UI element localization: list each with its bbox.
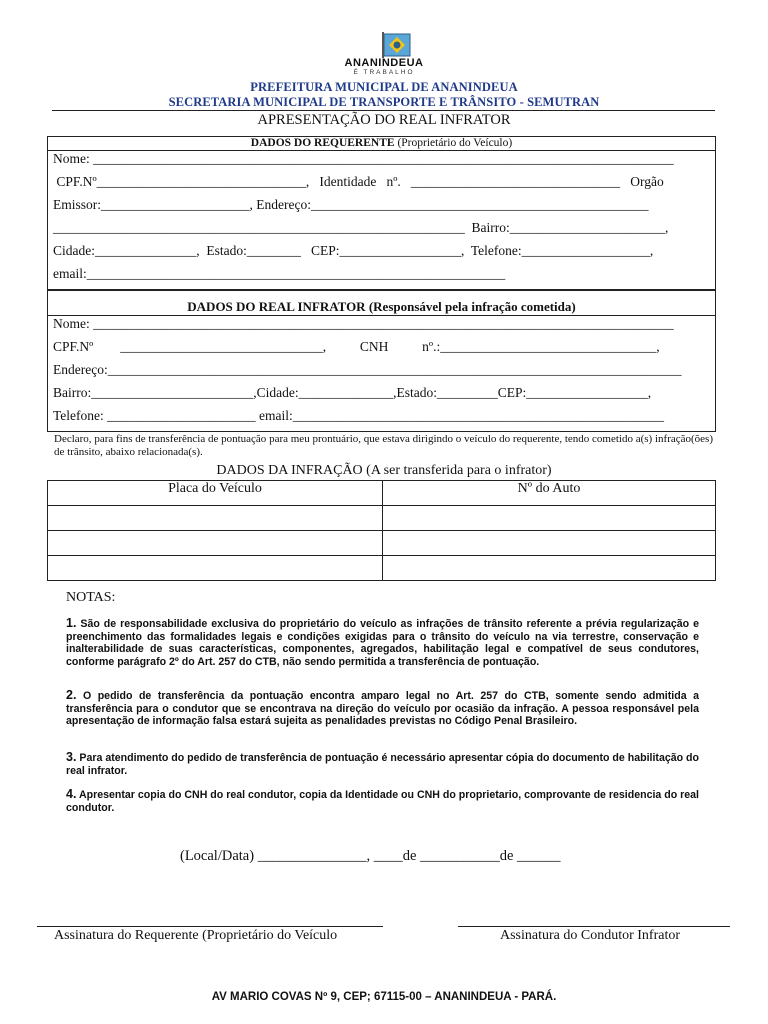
form-title: APRESENTAÇÃO DO REAL INFRATOR	[257, 112, 511, 128]
note-item-2: 2. O pedido de transferência da pontuação encontra amparo legal no Art. 257 do CTB, somente sendo admitida a transferência para o condutor que se encontrava na direção do veículo por ocasião da infração. A pessoa responsável pela apresentação de informação falsa estará sujeita as penalidades previstas no Código Penal Brasileiro.	[66, 688, 699, 728]
logo-slogan: É TRABALHO	[353, 69, 415, 76]
infrator-nome-field[interactable]: Nome: ______________________________________________________________________________________	[53, 316, 674, 331]
footer-address: AV MARIO COVAS Nº 9, CEP; 67115-00 – ANANINDEUA - PARÁ.	[211, 991, 557, 1003]
logo-name: ANANINDEUA	[344, 57, 424, 69]
table-header-row	[48, 481, 716, 506]
auto-input-cell[interactable]	[383, 556, 716, 581]
note-item-4: 4. Apresentar copia do CNH do real condutor, copia da Identidade ou CNH do proprietario, comprovante de residencia do real condutor.	[66, 787, 699, 814]
infrator-endereco-field[interactable]: Endereço:_____________________________________________________________________________________	[53, 362, 682, 377]
table-row	[48, 506, 716, 531]
requerente-bairro-field[interactable]: _____________________________________________________________ Bairro:_______________________,	[53, 220, 669, 235]
infrator-cpf-field[interactable]: CPF.Nº ______________________________, CNH nº.:________________________________,	[53, 339, 660, 354]
notes-heading: NOTAS:	[66, 590, 116, 605]
city-logo	[334, 30, 434, 78]
infrator-telefone-field[interactable]: Telefone: ______________________ email:_______________________________________________________	[53, 408, 665, 423]
auto-input-cell[interactable]	[383, 506, 716, 531]
signature-label-requerente: Assinatura do Requerente (Proprietário do Veículo	[54, 928, 338, 943]
header-rule	[52, 110, 715, 111]
column-header-placa: Placa do Veículo	[48, 481, 383, 506]
table-row	[48, 531, 716, 556]
header-line-2: SECRETARIA MUNICIPAL DE TRANSPORTE E TRÂNSITO - SEMUTRAN	[168, 95, 600, 109]
declaration-text: Declaro, para fins de transferência de pontuação para meu prontuário, que estava dirigindo o veículo do requerente, tendo cometido a(s) infração(ões) de trânsito, abaixo relacionada(s).	[54, 433, 713, 458]
infracao-title: DADOS DA INFRAÇÃO (A ser transferida para o infrator)	[216, 463, 552, 478]
requerente-nome-field[interactable]: Nome: ______________________________________________________________________________________	[53, 151, 674, 166]
placa-input-cell[interactable]	[48, 556, 383, 581]
header-line-1: PREFEITURA MUNICIPAL DE ANANINDEUA	[250, 80, 518, 94]
requerente-email-field[interactable]: email:______________________________________________________________	[53, 266, 506, 281]
placa-input-cell[interactable]	[48, 531, 383, 556]
requerente-cpf-field[interactable]: CPF.Nº_______________________________, Identidade nº. _______________________________ Orgão	[53, 174, 664, 189]
requerente-cidade-field[interactable]: Cidade:_______________, Estado:________ CEP:__________________, Telefone:___________________,	[53, 243, 654, 258]
flag-emblem-icon	[334, 30, 434, 60]
signature-line-condutor	[458, 926, 730, 927]
column-header-auto: Nº do Auto	[383, 481, 716, 506]
infrator-bairro-field[interactable]: Bairro:________________________,Cidade:______________,Estado:_________CEP:__________________,	[53, 385, 652, 400]
infrator-title: DADOS DO REAL INFRATOR (Responsável pela infração cometida)	[187, 299, 576, 314]
local-data-field[interactable]: (Local/Data) _______________, ____de ___________de ______	[180, 848, 561, 864]
auto-input-cell[interactable]	[383, 531, 716, 556]
table-row	[48, 556, 716, 581]
note-item-1: 1. São de responsabilidade exclusiva do proprietário do veículo as infrações de trânsito referente a prévia regularização e preenchimento das formalidades legais e condições exigidas para o trânsito do veículo na via terrestre, conservação e inalterabilidade de suas características, componentes, agregados, habilitação legal e compatível de seus condutores, conforme parágrafo 2º do Art. 257 do CTB, não sendo permitida a transferência de pontuação.	[66, 616, 699, 668]
signature-label-condutor: Assinatura do Condutor Infrator	[500, 928, 681, 943]
note-item-3: 3. Para atendimento do pedido de transferência de pontuação é necessário apresentar cópia do documento de habilitação do real infrator.	[66, 750, 699, 777]
requerente-emissor-field[interactable]: Emissor:______________________, Endereço:__________________________________________________	[53, 197, 649, 212]
signature-line-requerente	[37, 926, 383, 927]
infracao-table	[47, 480, 716, 581]
requerente-title: DADOS DO REQUERENTE (Proprietário do Veículo)	[250, 137, 513, 149]
placa-input-cell[interactable]	[48, 506, 383, 531]
